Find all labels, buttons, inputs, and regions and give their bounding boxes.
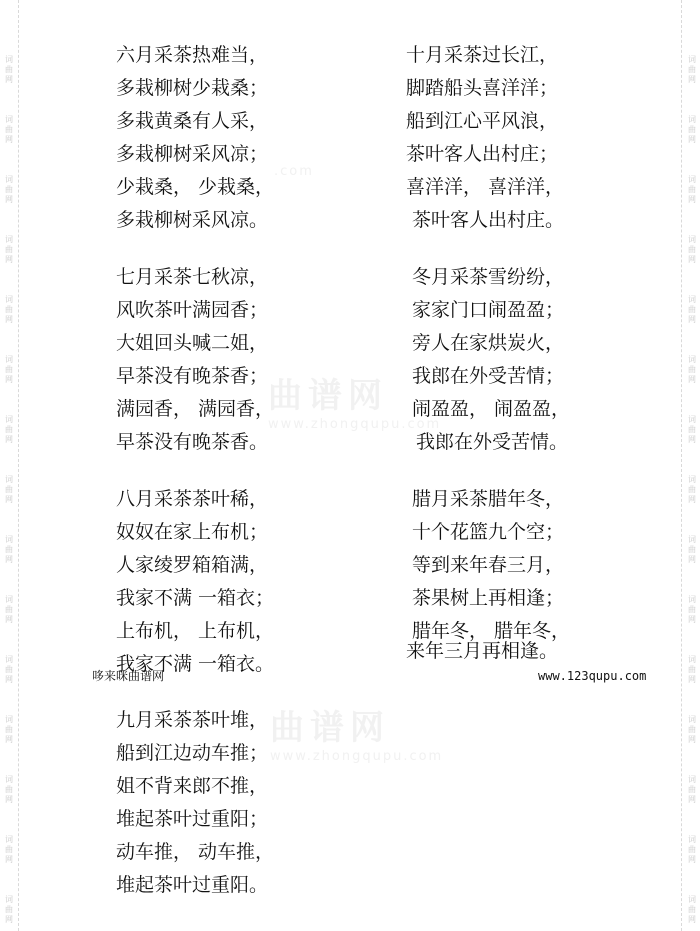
margin-stamp: 词 曲 网 [5,595,13,624]
watermark-middle-brand: 曲谱网 [268,376,388,416]
watermark-top-text: .com [274,164,314,179]
verse-line: 多栽柳树少栽桑； [116,77,269,99]
left-margin-rail [0,0,19,931]
verse-line: 奴奴在家上布机； [116,521,269,543]
verse-line: 多栽柳树采风凉； [116,143,269,165]
margin-stamp: 词 曲 网 [688,895,696,924]
verse-line: 堆起茶叶过重阳； [116,808,269,830]
margin-stamp: 词 曲 网 [688,235,696,264]
margin-stamp: 词 曲 网 [5,295,13,324]
margin-stamp: 词 曲 网 [5,835,13,864]
verse-line: 少栽桑， 少栽桑， [116,176,275,198]
margin-stamp: 词 曲 网 [688,295,696,324]
verse-line: 等到来年春三月， [412,554,565,576]
verse-line: 九月采茶茶叶堆， [116,709,269,731]
margin-stamp: 词 曲 网 [688,115,696,144]
verse-line: 我家不满 一箱衣。 [116,653,275,675]
verse-line: 大姐回头喊二姐， [116,332,269,354]
margin-stamp: 词 曲 网 [5,895,13,924]
verse-line: 堆起茶叶过重阳。 [116,874,269,896]
verse-line: 多栽柳树采风凉。 [116,209,269,231]
site-name-note: 哆来咪曲谱网 [92,669,165,683]
verse-line: 我家不满 一箱衣； [116,587,275,609]
verse-line: 家家门口闹盈盈； [412,299,565,321]
verse-line: 早茶没有晚茶香； [116,365,269,387]
margin-stamp: 词 曲 网 [5,175,13,204]
verse-line: 十月采茶过长江， [406,44,559,66]
watermark-bottom [270,700,443,764]
margin-stamp: 词 曲 网 [5,235,13,264]
margin-stamp: 词 曲 网 [5,415,13,444]
margin-stamp: 词 曲 网 [688,655,696,684]
verse-line: 闹盈盈， 闹盈盈， [412,398,571,420]
verse-line: 腊年冬， 腊年冬， [412,620,571,642]
margin-stamp: 词 曲 网 [688,595,696,624]
margin-stamp: 词 曲 网 [688,475,696,504]
watermark-top [274,122,314,179]
verse-line: 风吹茶叶满园香； [116,299,269,321]
verse-line: 六月采茶热难当， [116,44,269,66]
margin-stamp: 词 曲 网 [5,535,13,564]
margin-stamp: 词 曲 网 [688,835,696,864]
margin-stamp: 词 曲 网 [688,535,696,564]
verse-line: 人家绫罗箱箱满， [116,554,269,576]
verse-line: 船到江边动车推； [116,742,269,764]
verse-line: 茶叶客人出村庄。 [412,209,565,231]
verse-line: 冬月采茶雪纷纷， [412,266,565,288]
verse-line: 姐不背来郎不推， [116,775,269,797]
verse-line: 七月采茶七秋凉， [116,266,269,288]
verse-line: 脚踏船头喜洋洋； [406,77,559,99]
margin-stamp: 词 曲 网 [5,55,13,84]
verse-line: 满园香， 满园香， [116,398,275,420]
margin-stamp: 词 曲 网 [5,655,13,684]
verse-line: 茶果树上再相逢； [412,587,565,609]
watermark-middle-site: www.zhongqupu.com [268,417,442,432]
margin-stamp: 词 曲 网 [5,715,13,744]
verse-line: 多栽黄桑有人采， [116,110,269,132]
watermark-bottom-site: www.zhongqupu.com [270,749,444,764]
site-url-note[interactable]: www.123qupu.com [538,669,647,683]
watermark-bottom-brand: 曲谱网 [270,708,390,748]
verse-line: 八月采茶茶叶稀， [116,488,269,510]
margin-stamp: 词 曲 网 [5,775,13,804]
margin-stamp: 词 曲 网 [688,415,696,444]
verse-line: 十个花篮九个空； [412,521,565,543]
verse-line: 茶叶客人出村庄； [406,143,559,165]
margin-stamp: 词 曲 网 [688,775,696,804]
margin-stamp: 词 曲 网 [688,715,696,744]
verse-line: 动车推， 动车推， [116,841,275,863]
verse-line: 来年三月再相逢。 [406,640,559,662]
verse-line: 腊月采茶腊年冬， [412,488,565,510]
verse-line: 我郎在外受苦情； [412,365,565,387]
right-margin-rail [681,0,700,931]
margin-stamp: 词 曲 网 [688,175,696,204]
margin-stamp: 词 曲 网 [688,355,696,384]
margin-stamp: 词 曲 网 [5,115,13,144]
margin-stamp: 词 曲 网 [5,475,13,504]
verse-line: 船到江心平风浪， [406,110,559,132]
verse-line: 喜洋洋， 喜洋洋， [406,176,565,198]
margin-stamp: 词 曲 网 [688,55,696,84]
verse-line: 上布机， 上布机， [116,620,275,642]
margin-stamp: 词 曲 网 [5,355,13,384]
verse-line: 旁人在家烘炭火， [412,332,565,354]
verse-line: 早茶没有晚茶香。 [116,431,269,453]
verse-line: 我郎在外受苦情。 [416,431,569,453]
